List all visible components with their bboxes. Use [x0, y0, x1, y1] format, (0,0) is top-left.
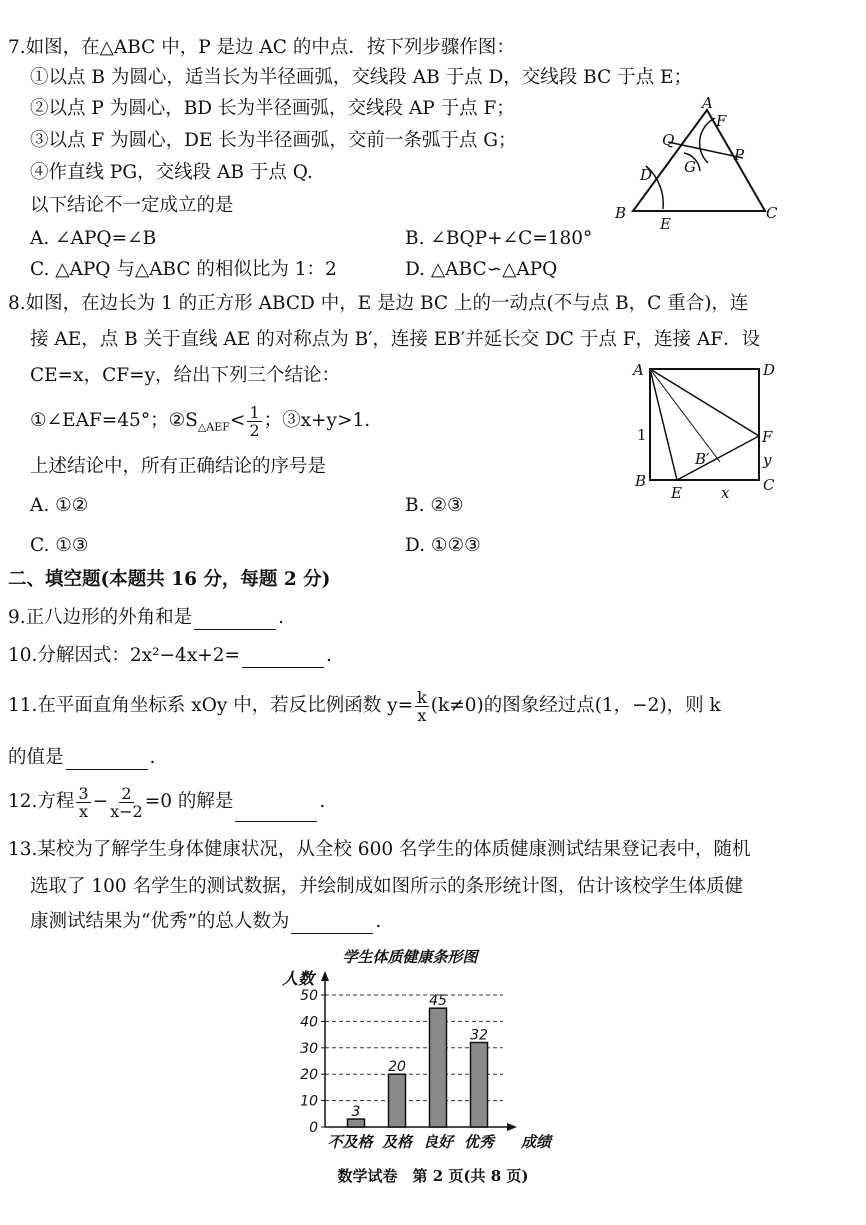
fig7-label-g: G — [684, 158, 696, 176]
q8-line-3: CE=x，CF=y，给出下列三个结论： — [30, 365, 341, 386]
chart-y-tick-label: 10 — [300, 1093, 318, 1110]
fig8-label-side: 1 — [637, 426, 647, 444]
q13-answer-blank[interactable] — [291, 915, 373, 934]
q7-option-a: A. ∠APQ=∠B — [30, 228, 157, 249]
q8-line-1: 8.如图，在边长为 1 的正方形 ABCD 中，E 是边 BC 上的一动点(不与点 B，C 重合)，连 — [8, 293, 749, 314]
q8-option-d: D. ①②③ — [405, 535, 481, 556]
q7-step-1: ①以点 B 为圆心，适当长为半径画弧，交线段 AB 于点 D，交线段 BC 于点 E； — [30, 67, 693, 88]
q11-line-2: 的值是 . — [8, 747, 156, 768]
fig7-label-p: P — [734, 146, 745, 164]
chart-bar — [430, 1008, 447, 1127]
q8-square-figure — [625, 360, 795, 500]
q7-option-b: B. ∠BQP+∠C=180° — [405, 228, 593, 249]
fig8-label-d: D — [763, 361, 776, 379]
q7-step-2: ②以点 P 为圆心，BD 长为半径画弧，交线段 AP 于点 F； — [30, 98, 515, 119]
chart-bar-value-label: 45 — [429, 993, 447, 1010]
q7-stem: 7.如图，在△ABC 中，P 是边 AC 的中点．按下列步骤作图： — [8, 37, 515, 58]
q9-answer-blank[interactable] — [194, 611, 276, 630]
fig7-label-q: Q — [662, 131, 675, 149]
q12: 12.方程 $\frac{3}{x}$ − $\frac{2}{x-2}$ =0 的解是 . — [8, 783, 326, 821]
chart-bar — [471, 1043, 488, 1127]
chart-x-arrow — [507, 1123, 517, 1131]
fig8-label-b-prime: B′ — [695, 450, 710, 468]
fig8-label-x: x — [721, 484, 730, 500]
chart-bar — [348, 1119, 365, 1127]
section-2-heading: 二、填空题(本题共 16 分，每题 2 分) — [8, 569, 331, 590]
fig8-label-c: C — [763, 476, 775, 494]
q11-answer-blank[interactable] — [66, 751, 148, 770]
chart-y-tick-label: 40 — [300, 1014, 318, 1031]
q9: 9.正八边形的外角和是 . — [8, 607, 285, 628]
chart-title: 学生体质健康条形图 — [342, 948, 478, 966]
chart-y-tick-label: 30 — [300, 1040, 318, 1057]
q13-line-1: 13.某校为了解学生身体健康状况，从全校 600 名学生的体质健康测试结果登记表中，随机 — [8, 839, 751, 860]
fig7-label-f: F — [716, 112, 727, 130]
chart-y-arrow — [321, 971, 329, 981]
chart-category-label: 优秀 — [463, 1133, 495, 1151]
fig8-label-y: y — [763, 451, 772, 469]
fig7-label-b: B — [615, 204, 627, 222]
q7-step-4: ④作直线 PG，交线段 AB 于点 Q. — [30, 162, 313, 183]
q7-triangle-figure — [600, 88, 800, 238]
q13-line-3: 康测试结果为“优秀”的总人数为 . — [30, 911, 382, 932]
q8-conclusions: ①∠EAF=45°；$②S_{\triangle AEF}<$ $\frac{1}{2}$ ；③x+y>1. — [30, 402, 371, 440]
q11-line-1: 11.在平面直角坐标系 xOy 中，若反比例函数 y= $\frac{k}{x}$ (k≠0)的图象经过点(1，−2)，则 k — [8, 687, 721, 725]
fig7-label-e: E — [660, 215, 671, 233]
q13-line-2: 选取了 100 名学生的测试数据，并绘制成如图所示的条形统计图，估计该校学生体质健 — [30, 876, 744, 897]
q7-question: 以下结论不一定成立的是 — [30, 195, 234, 216]
fig7-label-c: C — [766, 204, 778, 222]
chart-category-label: 及格 — [381, 1133, 413, 1151]
fig8-label-b: B — [635, 472, 647, 490]
q8-option-b: B. ②③ — [405, 495, 464, 516]
chart-bar — [389, 1074, 406, 1127]
q10-answer-blank[interactable] — [242, 649, 324, 668]
fig8-label-a: A — [633, 361, 644, 379]
chart-y-tick-label: 20 — [300, 1067, 318, 1084]
chart-bar-value-label: 3 — [351, 1104, 361, 1121]
chart-y-label: 人数 — [282, 969, 315, 988]
fig8-label-e: E — [671, 484, 682, 500]
q7-step-3: ③以点 F 为圆心，DE 长为半径画弧，交前一条弧于点 G； — [30, 130, 517, 151]
chart-y-tick-label: 0 — [309, 1120, 318, 1136]
chart-y-tick-label: 50 — [300, 988, 318, 1004]
q7-option-d: D. △ABC∽△APQ — [405, 259, 558, 280]
chart-category-label: 良好 — [422, 1133, 454, 1151]
chart-bar-value-label: 32 — [470, 1027, 488, 1044]
q8-line-2: 接 AE，点 B 关于直线 AE 的对称点为 B′，连接 EB′并延长交 DC 于点 F，连接 AF．设 — [30, 329, 761, 350]
q10: 10.分解因式：2x²−4x+2= . — [8, 645, 332, 666]
chart-bar-value-label: 20 — [388, 1059, 406, 1076]
fig7-label-a: A — [702, 94, 713, 112]
page-footer: 数学试卷 第 2 页(共 8 页) — [337, 1167, 529, 1185]
q8-question: 上述结论中，所有正确结论的序号是 — [30, 456, 327, 477]
health-bar-chart — [270, 940, 570, 1155]
q12-answer-blank[interactable] — [235, 803, 317, 822]
fig8-label-f: F — [762, 428, 773, 446]
q7-option-c: C. △APQ 与△ABC 的相似比为 1：2 — [30, 259, 337, 280]
q8-option-a: A. ①② — [30, 495, 89, 516]
fig7-label-d: D — [640, 166, 653, 184]
chart-x-label: 成绩 — [521, 1133, 552, 1151]
q8-option-c: C. ①③ — [30, 535, 89, 556]
chart-category-label: 不及格 — [327, 1133, 373, 1151]
